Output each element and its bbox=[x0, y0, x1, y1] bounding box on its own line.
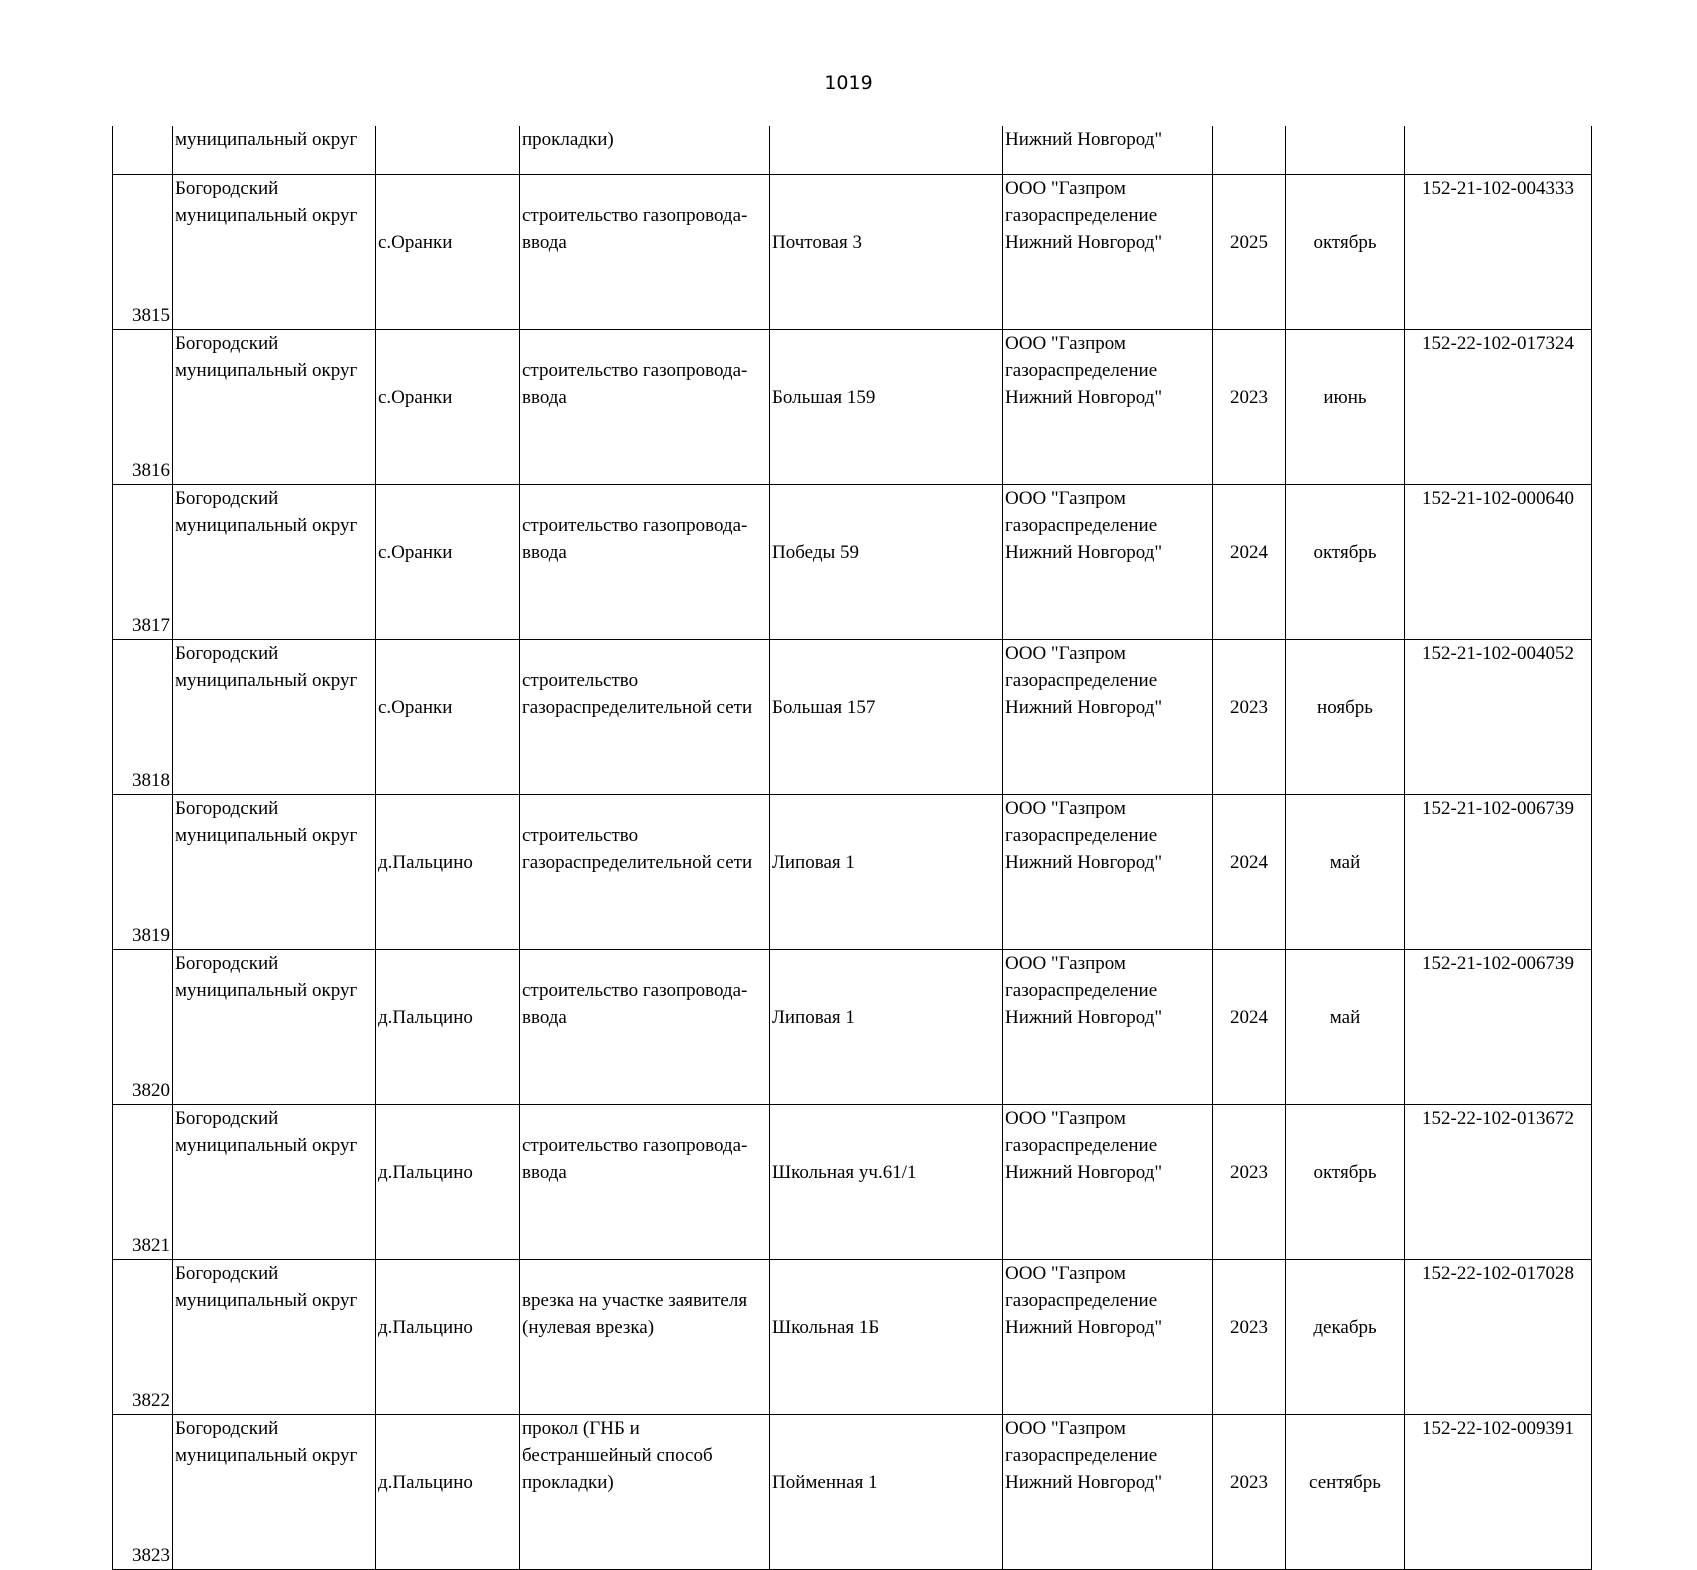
settlement bbox=[376, 1260, 520, 1415]
organization bbox=[1003, 330, 1213, 485]
cell-text: ноябрь bbox=[1317, 697, 1373, 718]
work-type bbox=[520, 330, 770, 485]
table-row bbox=[113, 1415, 1592, 1570]
cell-text: д.Пальцино bbox=[378, 1472, 473, 1493]
district bbox=[173, 330, 376, 485]
cell-text: 2023 bbox=[1230, 1472, 1268, 1493]
row-number bbox=[113, 1415, 173, 1570]
settlement bbox=[376, 1415, 520, 1570]
organization bbox=[1003, 640, 1213, 795]
cell-line: Нижний Новгород" bbox=[1005, 387, 1163, 408]
row-number bbox=[113, 485, 173, 640]
project-code bbox=[1405, 1415, 1592, 1570]
cell-text: с.Оранки bbox=[378, 542, 453, 563]
cell-year bbox=[1213, 126, 1286, 175]
work-type bbox=[520, 1415, 770, 1570]
cell-line: ООО "Газпром bbox=[1005, 1418, 1126, 1439]
month bbox=[1286, 640, 1405, 795]
cell-text: 3819 bbox=[132, 925, 170, 946]
cell-line: Богородский bbox=[175, 1418, 279, 1439]
cell-line: ввода bbox=[522, 1162, 567, 1183]
project-code bbox=[1405, 485, 1592, 640]
cell-text: 152-21-102-006739 bbox=[1422, 798, 1574, 819]
cell-text: Почтовая 3 bbox=[772, 232, 862, 253]
cell-text: Большая 157 bbox=[772, 697, 876, 718]
cell-text: д.Пальцино bbox=[378, 852, 473, 873]
cell-line: (нулевая врезка) bbox=[522, 1317, 655, 1338]
cell-text: декабрь bbox=[1313, 1317, 1377, 1338]
cell-line: муниципальный округ bbox=[175, 515, 358, 536]
cell-text: 152-21-102-004333 bbox=[1422, 178, 1574, 199]
cell-line: Богородский bbox=[175, 178, 279, 199]
year bbox=[1213, 950, 1286, 1105]
work-type bbox=[520, 950, 770, 1105]
cell-text: 152-21-102-006739 bbox=[1422, 953, 1574, 974]
cell-text: 2023 bbox=[1230, 387, 1268, 408]
cell-text: 3815 bbox=[132, 305, 170, 326]
cell-line: ООО "Газпром bbox=[1005, 333, 1126, 354]
cell-text: 3816 bbox=[132, 460, 170, 481]
settlement bbox=[376, 330, 520, 485]
gasification-table bbox=[112, 126, 1592, 1570]
month bbox=[1286, 1260, 1405, 1415]
cell-text: 2023 bbox=[1230, 1162, 1268, 1183]
continuation-row bbox=[113, 126, 1592, 175]
cell-line: ООО "Газпром bbox=[1005, 1108, 1126, 1129]
cell-text: 152-22-102-009391 bbox=[1422, 1418, 1574, 1439]
month bbox=[1286, 795, 1405, 950]
cell-line: строительство bbox=[522, 670, 639, 691]
organization bbox=[1003, 795, 1213, 950]
project-code bbox=[1405, 330, 1592, 485]
cell-line: Богородский bbox=[175, 643, 279, 664]
cell-line: Нижний Новгород" bbox=[1005, 697, 1163, 718]
cell-text: д.Пальцино bbox=[378, 1162, 473, 1183]
cell-line: прокол (ГНБ и bbox=[522, 1418, 640, 1439]
cell-line: Нижний Новгород" bbox=[1005, 1007, 1163, 1028]
cell-text: 2024 bbox=[1230, 1007, 1268, 1028]
year bbox=[1213, 175, 1286, 330]
cell-text: 3818 bbox=[132, 770, 170, 791]
cell-line: муниципальный округ bbox=[175, 1290, 358, 1311]
cell-text: октябрь bbox=[1313, 232, 1377, 253]
year bbox=[1213, 1105, 1286, 1260]
year bbox=[1213, 1415, 1286, 1570]
district bbox=[173, 1105, 376, 1260]
work-type bbox=[520, 1105, 770, 1260]
cell-line: муниципальный округ bbox=[175, 825, 358, 846]
project-code bbox=[1405, 640, 1592, 795]
cell-line: бестраншейный способ bbox=[522, 1445, 713, 1466]
cell-line: Богородский bbox=[175, 1108, 279, 1129]
cell-line: Богородский bbox=[175, 798, 279, 819]
cell-line: муниципальный округ bbox=[175, 205, 358, 226]
cell-line: Богородский bbox=[175, 333, 279, 354]
district bbox=[173, 640, 376, 795]
cell-line: газораспределение bbox=[1005, 670, 1158, 691]
table-row bbox=[113, 795, 1592, 950]
cell-line: газораспределение bbox=[1005, 1445, 1158, 1466]
cell-text: д.Пальцино bbox=[378, 1007, 473, 1028]
district bbox=[173, 175, 376, 330]
month bbox=[1286, 1415, 1405, 1570]
organization bbox=[1003, 1260, 1213, 1415]
cell-text: октябрь bbox=[1313, 542, 1377, 563]
month bbox=[1286, 175, 1405, 330]
cell-text: 2024 bbox=[1230, 852, 1268, 873]
month bbox=[1286, 330, 1405, 485]
cell-line: строительство газопровода- bbox=[522, 980, 748, 1001]
row-number bbox=[113, 795, 173, 950]
cell-line: газораспределение bbox=[1005, 980, 1158, 1001]
cell-text: Липовая 1 bbox=[772, 852, 855, 873]
cell-text: Пойменная 1 bbox=[772, 1472, 878, 1493]
month bbox=[1286, 950, 1405, 1105]
row-number bbox=[113, 330, 173, 485]
project-code bbox=[1405, 1105, 1592, 1260]
table-row bbox=[113, 1260, 1592, 1415]
cell-line: ООО "Газпром bbox=[1005, 178, 1126, 199]
cell-line: Нижний Новгород" bbox=[1005, 542, 1163, 563]
cell-text: май bbox=[1329, 1007, 1361, 1028]
cell-line: муниципальный округ bbox=[175, 360, 358, 381]
settlement bbox=[376, 1105, 520, 1260]
cell-line: строительство газопровода- bbox=[522, 360, 748, 381]
cell-text: с.Оранки bbox=[378, 697, 453, 718]
year bbox=[1213, 795, 1286, 950]
cell-line: строительство bbox=[522, 825, 639, 846]
organization bbox=[1003, 175, 1213, 330]
cell-text: 3817 bbox=[132, 615, 170, 636]
settlement bbox=[376, 950, 520, 1105]
row-number bbox=[113, 640, 173, 795]
cell-text: 2025 bbox=[1230, 232, 1268, 253]
project-code bbox=[1405, 175, 1592, 330]
cell-line: ООО "Газпром bbox=[1005, 643, 1126, 664]
work-type bbox=[520, 175, 770, 330]
settlement bbox=[376, 175, 520, 330]
district bbox=[173, 795, 376, 950]
cell-work: прокладки) bbox=[520, 126, 770, 175]
cell-line: газораспределительной сети bbox=[522, 697, 753, 718]
cell-line: врезка на участке заявителя bbox=[522, 1290, 748, 1311]
cell-org: Нижний Новгород" bbox=[1003, 126, 1213, 175]
cell-text: октябрь bbox=[1313, 1162, 1377, 1183]
cell-text: Большая 159 bbox=[772, 387, 876, 408]
table-row bbox=[113, 1105, 1592, 1260]
table-row bbox=[113, 175, 1592, 330]
cell-text: с.Оранки bbox=[378, 387, 453, 408]
project-code bbox=[1405, 795, 1592, 950]
settlement bbox=[376, 485, 520, 640]
address bbox=[770, 1415, 1003, 1570]
cell-line: газораспределение bbox=[1005, 205, 1158, 226]
settlement bbox=[376, 795, 520, 950]
cell-line: Нижний Новгород" bbox=[1005, 1317, 1163, 1338]
cell-line: газораспределение bbox=[1005, 1290, 1158, 1311]
cell-line: газораспределение bbox=[1005, 1135, 1158, 1156]
cell-line: ООО "Газпром bbox=[1005, 1263, 1126, 1284]
cell-district: муниципальный округ bbox=[173, 126, 376, 175]
cell-line: ввода bbox=[522, 232, 567, 253]
cell-line: строительство газопровода- bbox=[522, 205, 748, 226]
cell-line: Нижний Новгород" bbox=[1005, 852, 1163, 873]
cell-line: прокладки) bbox=[522, 1472, 614, 1493]
cell-text: 3822 bbox=[132, 1390, 170, 1411]
project-code bbox=[1405, 950, 1592, 1105]
year bbox=[1213, 640, 1286, 795]
address bbox=[770, 795, 1003, 950]
cell-line: газораспределение bbox=[1005, 360, 1158, 381]
table-row bbox=[113, 485, 1592, 640]
organization bbox=[1003, 950, 1213, 1105]
cell-text: Липовая 1 bbox=[772, 1007, 855, 1028]
cell-text: июнь bbox=[1323, 387, 1367, 408]
district bbox=[173, 950, 376, 1105]
cell-line: ввода bbox=[522, 1007, 567, 1028]
cell-text: 152-22-102-013672 bbox=[1422, 1108, 1574, 1129]
address bbox=[770, 640, 1003, 795]
district bbox=[173, 1260, 376, 1415]
cell-month bbox=[1286, 126, 1405, 175]
cell-line: муниципальный округ bbox=[175, 1135, 358, 1156]
cell-settlement bbox=[376, 126, 520, 175]
cell-line: муниципальный округ bbox=[175, 670, 358, 691]
cell-code bbox=[1405, 126, 1592, 175]
cell-line: Нижний Новгород" bbox=[1005, 1472, 1163, 1493]
cell-text: 152-22-102-017028 bbox=[1422, 1263, 1574, 1284]
month bbox=[1286, 1105, 1405, 1260]
cell-line: муниципальный округ bbox=[175, 980, 358, 1001]
row-number bbox=[113, 175, 173, 330]
cell-text: 3821 bbox=[132, 1235, 170, 1256]
cell-text: 152-21-102-000640 bbox=[1422, 488, 1574, 509]
row-number bbox=[113, 1105, 173, 1260]
cell-line: Нижний Новгород" bbox=[1005, 232, 1163, 253]
month bbox=[1286, 485, 1405, 640]
year bbox=[1213, 1260, 1286, 1415]
work-type bbox=[520, 795, 770, 950]
address bbox=[770, 1105, 1003, 1260]
table-row bbox=[113, 640, 1592, 795]
cell-text: 3823 bbox=[132, 1545, 170, 1566]
cell-text: с.Оранки bbox=[378, 232, 453, 253]
cell-num bbox=[113, 126, 173, 175]
cell-text: 2023 bbox=[1230, 697, 1268, 718]
year bbox=[1213, 485, 1286, 640]
address bbox=[770, 330, 1003, 485]
cell-line: газораспределение bbox=[1005, 515, 1158, 536]
organization bbox=[1003, 1415, 1213, 1570]
table-row bbox=[113, 330, 1592, 485]
cell-line: газораспределение bbox=[1005, 825, 1158, 846]
cell-text: 152-22-102-017324 bbox=[1422, 333, 1574, 354]
cell-line: ООО "Газпром bbox=[1005, 953, 1126, 974]
cell-text: Школьная уч.61/1 bbox=[772, 1162, 917, 1183]
district bbox=[173, 485, 376, 640]
work-type bbox=[520, 485, 770, 640]
organization bbox=[1003, 485, 1213, 640]
work-type bbox=[520, 1260, 770, 1415]
address bbox=[770, 485, 1003, 640]
cell-text: сентябрь bbox=[1309, 1472, 1381, 1493]
page-number: 1019 bbox=[824, 72, 873, 94]
row-number bbox=[113, 1260, 173, 1415]
cell-line: газораспределительной сети bbox=[522, 852, 753, 873]
cell-line: Богородский bbox=[175, 488, 279, 509]
cell-text: 2024 bbox=[1230, 542, 1268, 563]
work-type bbox=[520, 640, 770, 795]
cell-text: д.Пальцино bbox=[378, 1317, 473, 1338]
cell-text: 2023 bbox=[1230, 1317, 1268, 1338]
project-code bbox=[1405, 1260, 1592, 1415]
cell-text: 3820 bbox=[132, 1080, 170, 1101]
settlement bbox=[376, 640, 520, 795]
cell-line: строительство газопровода- bbox=[522, 515, 748, 536]
organization bbox=[1003, 1105, 1213, 1260]
address bbox=[770, 1260, 1003, 1415]
year bbox=[1213, 330, 1286, 485]
row-number bbox=[113, 950, 173, 1105]
cell-line: Богородский bbox=[175, 1263, 279, 1284]
address bbox=[770, 175, 1003, 330]
cell-text: Школьная 1Б bbox=[772, 1317, 880, 1338]
cell-address bbox=[770, 126, 1003, 175]
cell-text: 152-21-102-004052 bbox=[1422, 643, 1574, 664]
district bbox=[173, 1415, 376, 1570]
table-row bbox=[113, 950, 1592, 1105]
cell-line: Нижний Новгород" bbox=[1005, 1162, 1163, 1183]
cell-text: май bbox=[1329, 852, 1361, 873]
cell-text: Победы 59 bbox=[772, 542, 860, 563]
cell-line: Богородский bbox=[175, 953, 279, 974]
cell-line: ООО "Газпром bbox=[1005, 488, 1126, 509]
cell-line: ООО "Газпром bbox=[1005, 798, 1126, 819]
cell-line: ввода bbox=[522, 387, 567, 408]
cell-line: ввода bbox=[522, 542, 567, 563]
cell-line: строительство газопровода- bbox=[522, 1135, 748, 1156]
address bbox=[770, 950, 1003, 1105]
cell-line: муниципальный округ bbox=[175, 1445, 358, 1466]
